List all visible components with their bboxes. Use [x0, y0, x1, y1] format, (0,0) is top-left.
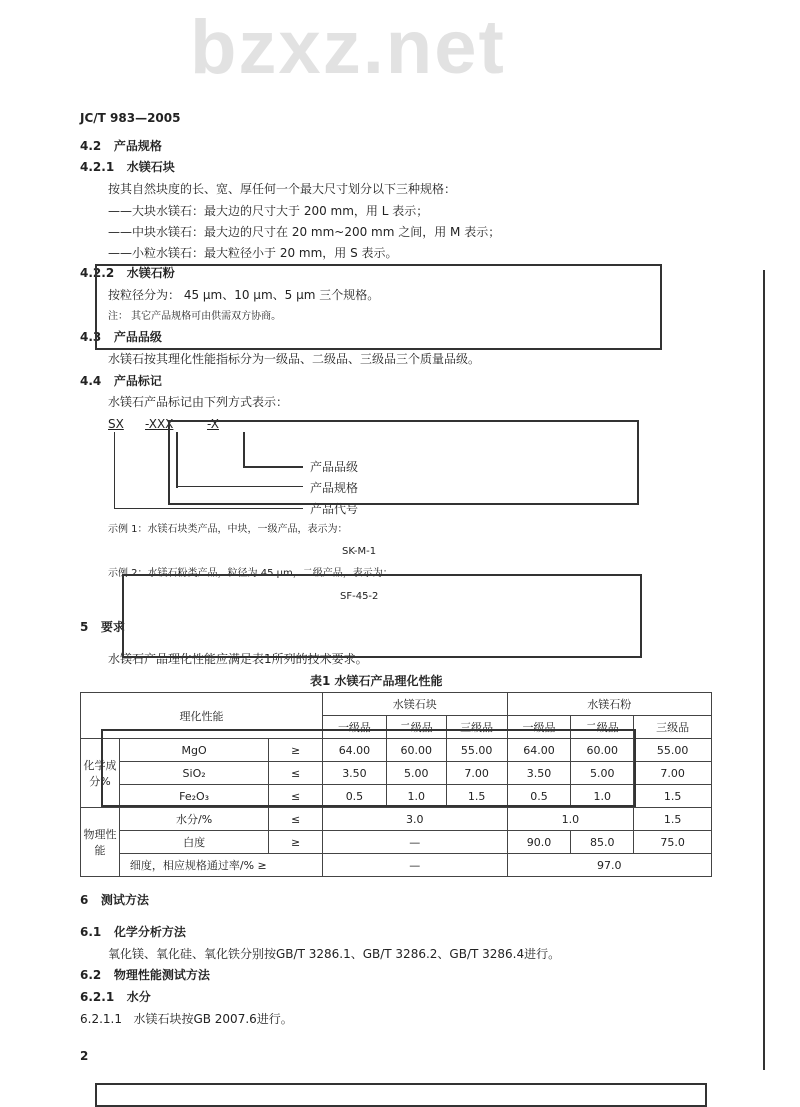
grade-header: 三级品 [446, 716, 507, 739]
row-label: Fe₂O₃ [119, 785, 268, 808]
cell: 64.00 [507, 739, 571, 762]
section-title: 水分 [126, 990, 151, 1004]
grade-header: 一级品 [323, 716, 387, 739]
label-product-code: 产品代号 [310, 502, 359, 516]
cell: 0.5 [507, 785, 571, 808]
section-number: 4.4 [80, 374, 102, 388]
label-grade: 产品品级 [310, 460, 359, 474]
overlay-box [168, 420, 639, 505]
section-title: 测试方法 [100, 893, 149, 907]
section-6-2 [80, 967, 210, 983]
cell: — [323, 831, 508, 854]
section-6-2-1 [80, 989, 151, 1005]
section-6-1 [80, 924, 186, 940]
list-item: ——小粒水镁石：最大粒径小于 20 mm，用 S 表示。 [108, 246, 398, 260]
overlay-box [95, 1083, 707, 1107]
chem-group-label: 化学成分% [81, 739, 120, 808]
code-part-spec: -XXX [145, 417, 174, 431]
scan-edge-line [763, 270, 765, 1070]
paragraph: 按其自然块度的长、宽、厚任何一个最大尺寸划分以下三种规格： [108, 182, 457, 196]
row-operator: ≤ [269, 808, 323, 831]
list-item: ——中块水镁石：最大边的尺寸在 20 mm~200 mm 之间，用 M 表示； [108, 225, 501, 239]
note: 注： 其它产品规格可由供需双方协商。 [108, 311, 282, 322]
header-block: 水镁石块 [323, 693, 508, 716]
section-6-2-1-1 [80, 1011, 293, 1027]
section-number: 6.2.1 [80, 990, 115, 1004]
header-corner: 理化性能 [81, 693, 323, 739]
section-title: 化学分析方法 [113, 925, 186, 939]
cell: 5.00 [386, 762, 446, 785]
connector-line [114, 508, 303, 509]
row-label: MgO [119, 739, 268, 762]
row-label: 白度 [119, 831, 268, 854]
grade-header: 一级品 [507, 716, 571, 739]
cell: 3.0 [323, 808, 508, 831]
section-title: 产品规格 [113, 139, 162, 153]
overlay-box [95, 264, 662, 350]
table-row [81, 854, 712, 877]
section-title: 要求 [100, 620, 125, 634]
table-row [81, 808, 712, 831]
header-powder: 水镁石粉 [507, 693, 711, 716]
cell: 64.00 [323, 739, 387, 762]
section-title: 水镁石粉 [126, 266, 175, 280]
table-title: 表1 水镁石产品理化性能 [310, 674, 443, 688]
section-4-2-1 [80, 159, 175, 175]
overlay-box [122, 574, 642, 658]
row-operator: ≤ [269, 762, 323, 785]
row-operator: ≥ [269, 831, 323, 854]
cell: 7.00 [446, 762, 507, 785]
cell: 55.00 [446, 739, 507, 762]
section-number: 4.2.1 [80, 160, 115, 174]
cell: 85.0 [571, 831, 634, 854]
watermark: bzxz.net [190, 5, 506, 90]
cell: 90.0 [507, 831, 571, 854]
section-4-2 [80, 138, 162, 154]
list-item: ——大块水镁石：最大边的尺寸大于 200 mm，用 L 表示； [108, 204, 429, 218]
paragraph: 水镁石块按GB 2007.6进行。 [133, 1012, 293, 1026]
section-number: 4.3 [80, 330, 102, 344]
cell: 1.0 [571, 785, 634, 808]
section-number: 6 [80, 893, 89, 907]
example-1-code: SK-M-1 [342, 546, 377, 557]
cell: 1.0 [386, 785, 446, 808]
paragraph: 水镁石产品理化性能应满足表1所列的技术要求。 [108, 652, 368, 666]
code-part-product: SX [108, 417, 124, 431]
page-number: 2 [80, 1049, 89, 1063]
cell: 75.0 [634, 831, 712, 854]
cell: 60.00 [386, 739, 446, 762]
section-number: 6.2.1.1 [80, 1012, 122, 1026]
cell: 1.5 [634, 808, 712, 831]
cell: 1.5 [446, 785, 507, 808]
cell: 3.50 [323, 762, 387, 785]
row-label: 水分/% [119, 808, 268, 831]
paragraph: 水镁石按其理化性能指标分为一级品、二级品、三级品三个质量品级。 [108, 352, 481, 366]
label-spec: 产品规格 [310, 481, 359, 495]
cell: 97.0 [507, 854, 711, 877]
connector-line [114, 432, 115, 509]
row-operator: ≥ [269, 739, 323, 762]
cell: 3.50 [507, 762, 571, 785]
cell: 60.00 [571, 739, 634, 762]
example-2-code: SF-45-2 [340, 591, 379, 602]
row-label: SiO₂ [119, 762, 268, 785]
table-row [81, 831, 712, 854]
section-title: 物理性能测试方法 [113, 968, 210, 982]
section-title: 产品品级 [113, 330, 162, 344]
example-1: 示例 1：水镁石块类产品，中块，一级产品，表示为： [108, 524, 348, 535]
example-2: 示例 2：水镁石粉类产品，粒径为 45 μm，二级产品，表示为： [108, 568, 393, 579]
section-number: 6.2 [80, 968, 102, 982]
grade-header: 三级品 [634, 716, 712, 739]
cell: 5.00 [571, 762, 634, 785]
overlay-box [101, 729, 636, 807]
grade-header: 二级品 [571, 716, 634, 739]
standard-number: JC/T 983—2005 [80, 111, 181, 125]
phys-group-label: 物理性能 [81, 808, 120, 877]
paragraph: 水镁石产品标记由下列方式表示： [108, 395, 289, 409]
section-4-4 [80, 373, 162, 389]
section-number: 5 [80, 620, 89, 634]
section-5 [80, 619, 125, 635]
paragraph: 氧化镁、氧化硅、氧化铁分别按GB/T 3286.1、GB/T 3286.2、GB/T 3286.4进行。 [108, 947, 561, 961]
row-operator: ≤ [269, 785, 323, 808]
cell: 0.5 [323, 785, 387, 808]
section-number: 4.2 [80, 139, 102, 153]
section-title: 水镁石块 [126, 160, 175, 174]
section-number: 4.2.2 [80, 266, 115, 280]
cell: 7.00 [634, 762, 712, 785]
cell: 1.5 [634, 785, 712, 808]
code-part-grade: -X [207, 417, 219, 431]
row-label: 细度，相应规格通过率/% ≥ [119, 854, 322, 877]
cell: 1.0 [507, 808, 634, 831]
section-6 [80, 892, 149, 908]
cell: — [323, 854, 508, 877]
paragraph: 按粒径分为： 45 μm、10 μm、5 μm 三个规格。 [108, 288, 380, 302]
grade-header: 二级品 [386, 716, 446, 739]
section-title: 产品标记 [113, 374, 162, 388]
section-number: 6.1 [80, 925, 102, 939]
group-header-row [81, 693, 712, 716]
cell: 55.00 [634, 739, 712, 762]
